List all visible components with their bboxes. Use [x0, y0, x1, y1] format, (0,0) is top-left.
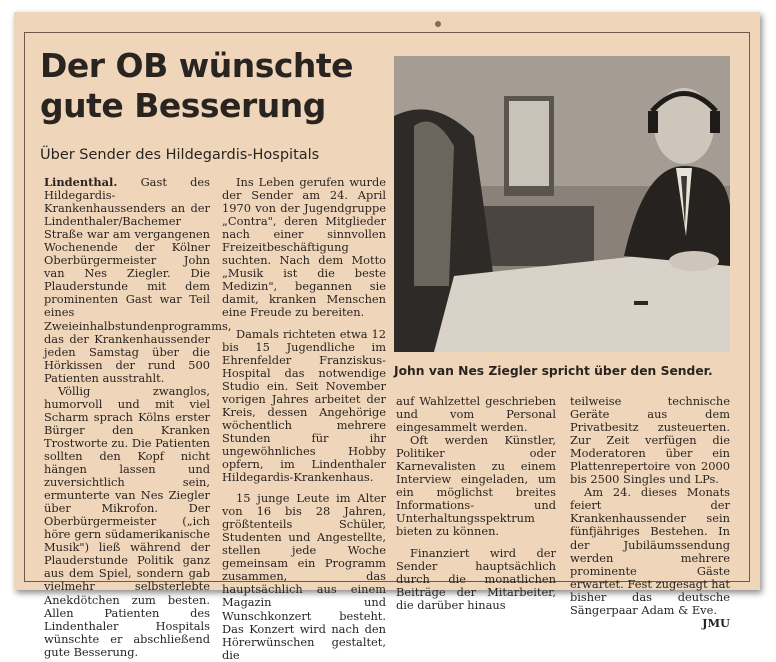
text-column-1 [44, 175, 232, 659]
paragraph: 15 junge Leute im Alter von 16 bis 28 Jahren, größtenteils Schüler, Studenten und Angestellte, stellen jede Woche gemeinsam ein Programm zusammen, das hauptsächlich aus einem Magazin und Wunschkonzert besteht. Das Konzert wird nach den Hörerwünschen gestaltet, die [222, 491, 386, 662]
photo-caption: John van Nes Ziegler spricht über den Sender. [394, 364, 713, 378]
dateline: Lindenthal. [44, 175, 118, 189]
paragraph: Oft werden Künstler, Politiker oder Karnevalisten zu einem Interview eingeladen, um ein möglichst breites Informations- und Unterhaltungsspektrum bieten zu können. [396, 433, 556, 539]
paragraph: Ins Leben gerufen wurde der Sender am 24. April 1970 von der Jugendgruppe „Contra", deren Mitglieder nach einer sinnvollen Freizeitbeschäftigung suchten. Nach dem Motto „Musik ist die beste Medizin", begannen sie damit, kranken Menschen eine Freude zu bereiten. [222, 175, 386, 320]
article-photo [394, 56, 730, 352]
paragraph: auf Wahlzettel geschrieben und vom Personal eingesammelt werden. [396, 394, 556, 435]
paragraph: Damals richteten etwa 12 bis 15 Jugendliche im Ehrenfelder Franziskus-Hospital das notwendige Studio ein. Seit November vorigen Jahres arbeitet der Kreis, dessen Angehörige wöchentlich mehrere Stunden für ihr ungewöhnliches Hobby opfern, im Lindenthaler Hildegardis-Krankenhaus. [222, 326, 386, 485]
paragraph-text: Am 24. dieses Monats feiert der Krankenhaussender sein fünfjähriges Bestehen. In der Jubiläumssendung werden mehrere prominente Gäste erwartet. Fest zugesagt hat bisher das deutsche Sängerpaar Adam & Eve. [570, 485, 730, 617]
headline [40, 46, 390, 126]
subheadline: Über Sender des Hildegardis-Hospitals [40, 147, 320, 163]
photo-illustration [394, 56, 730, 352]
paragraph-text: Gast des Hildegardis-Krankenhaussenders an der Lindenthaler/Bachemer Straße war am vergangenen Wochenende der Kölner Oberbürgermeister John van Nes Ziegler. Die Plauderstunde mit dem prominenten Gast war Teil eines Zweieinhalbstundenprogramms, das der Krankenhaussender jeden Samstag über die Hörkissen der rund 500 Patienten ausstrahlt. [44, 175, 232, 385]
text-column-3 [396, 395, 556, 612]
paragraph [570, 485, 730, 630]
text-column-2 [222, 176, 386, 662]
headline-line-2: gute Besserung [40, 86, 326, 125]
paragraph: teilweise technische Geräte aus dem Privatbesitz zusteuerten. Zur Zeit verfügen die Moderatoren über ein Plattenrepertoire von 2000 bis 2500 Singles und LPs. [570, 394, 730, 487]
paragraph: Finanziert wird der Sender hauptsächlich durch die monatlichen Beiträge der Mitarbeiter, die darüber hinaus [396, 545, 556, 612]
author-signature: JMU [702, 615, 730, 630]
paragraph [44, 175, 232, 385]
text-column-4 [570, 395, 730, 630]
paragraph: Völlig zwanglos, humorvoll und mit viel Scharm sprach Kölns erster Bürger den Kranken Trostworte zu. Die Patienten sollten den Kopf nicht hängen lassen und zuversichtlich sein, ermunterte van Nes Ziegler über Mikrofon. Der Oberbürgermeister („ich höre gern südamerikanische Musik") ließ während der Plauderstunde Politik ganz aus dem Spiel, sondern gab vielmehr selbsterlebte Anekdötchen zum besten. Allen Patienten des Lindenthaler Hospitals wünschte er abschließend gute Besserung. [44, 383, 210, 659]
headline-line-1: Der OB wünschte [40, 46, 354, 85]
newspaper-clipping [14, 12, 760, 662]
staple-mark [435, 21, 441, 27]
